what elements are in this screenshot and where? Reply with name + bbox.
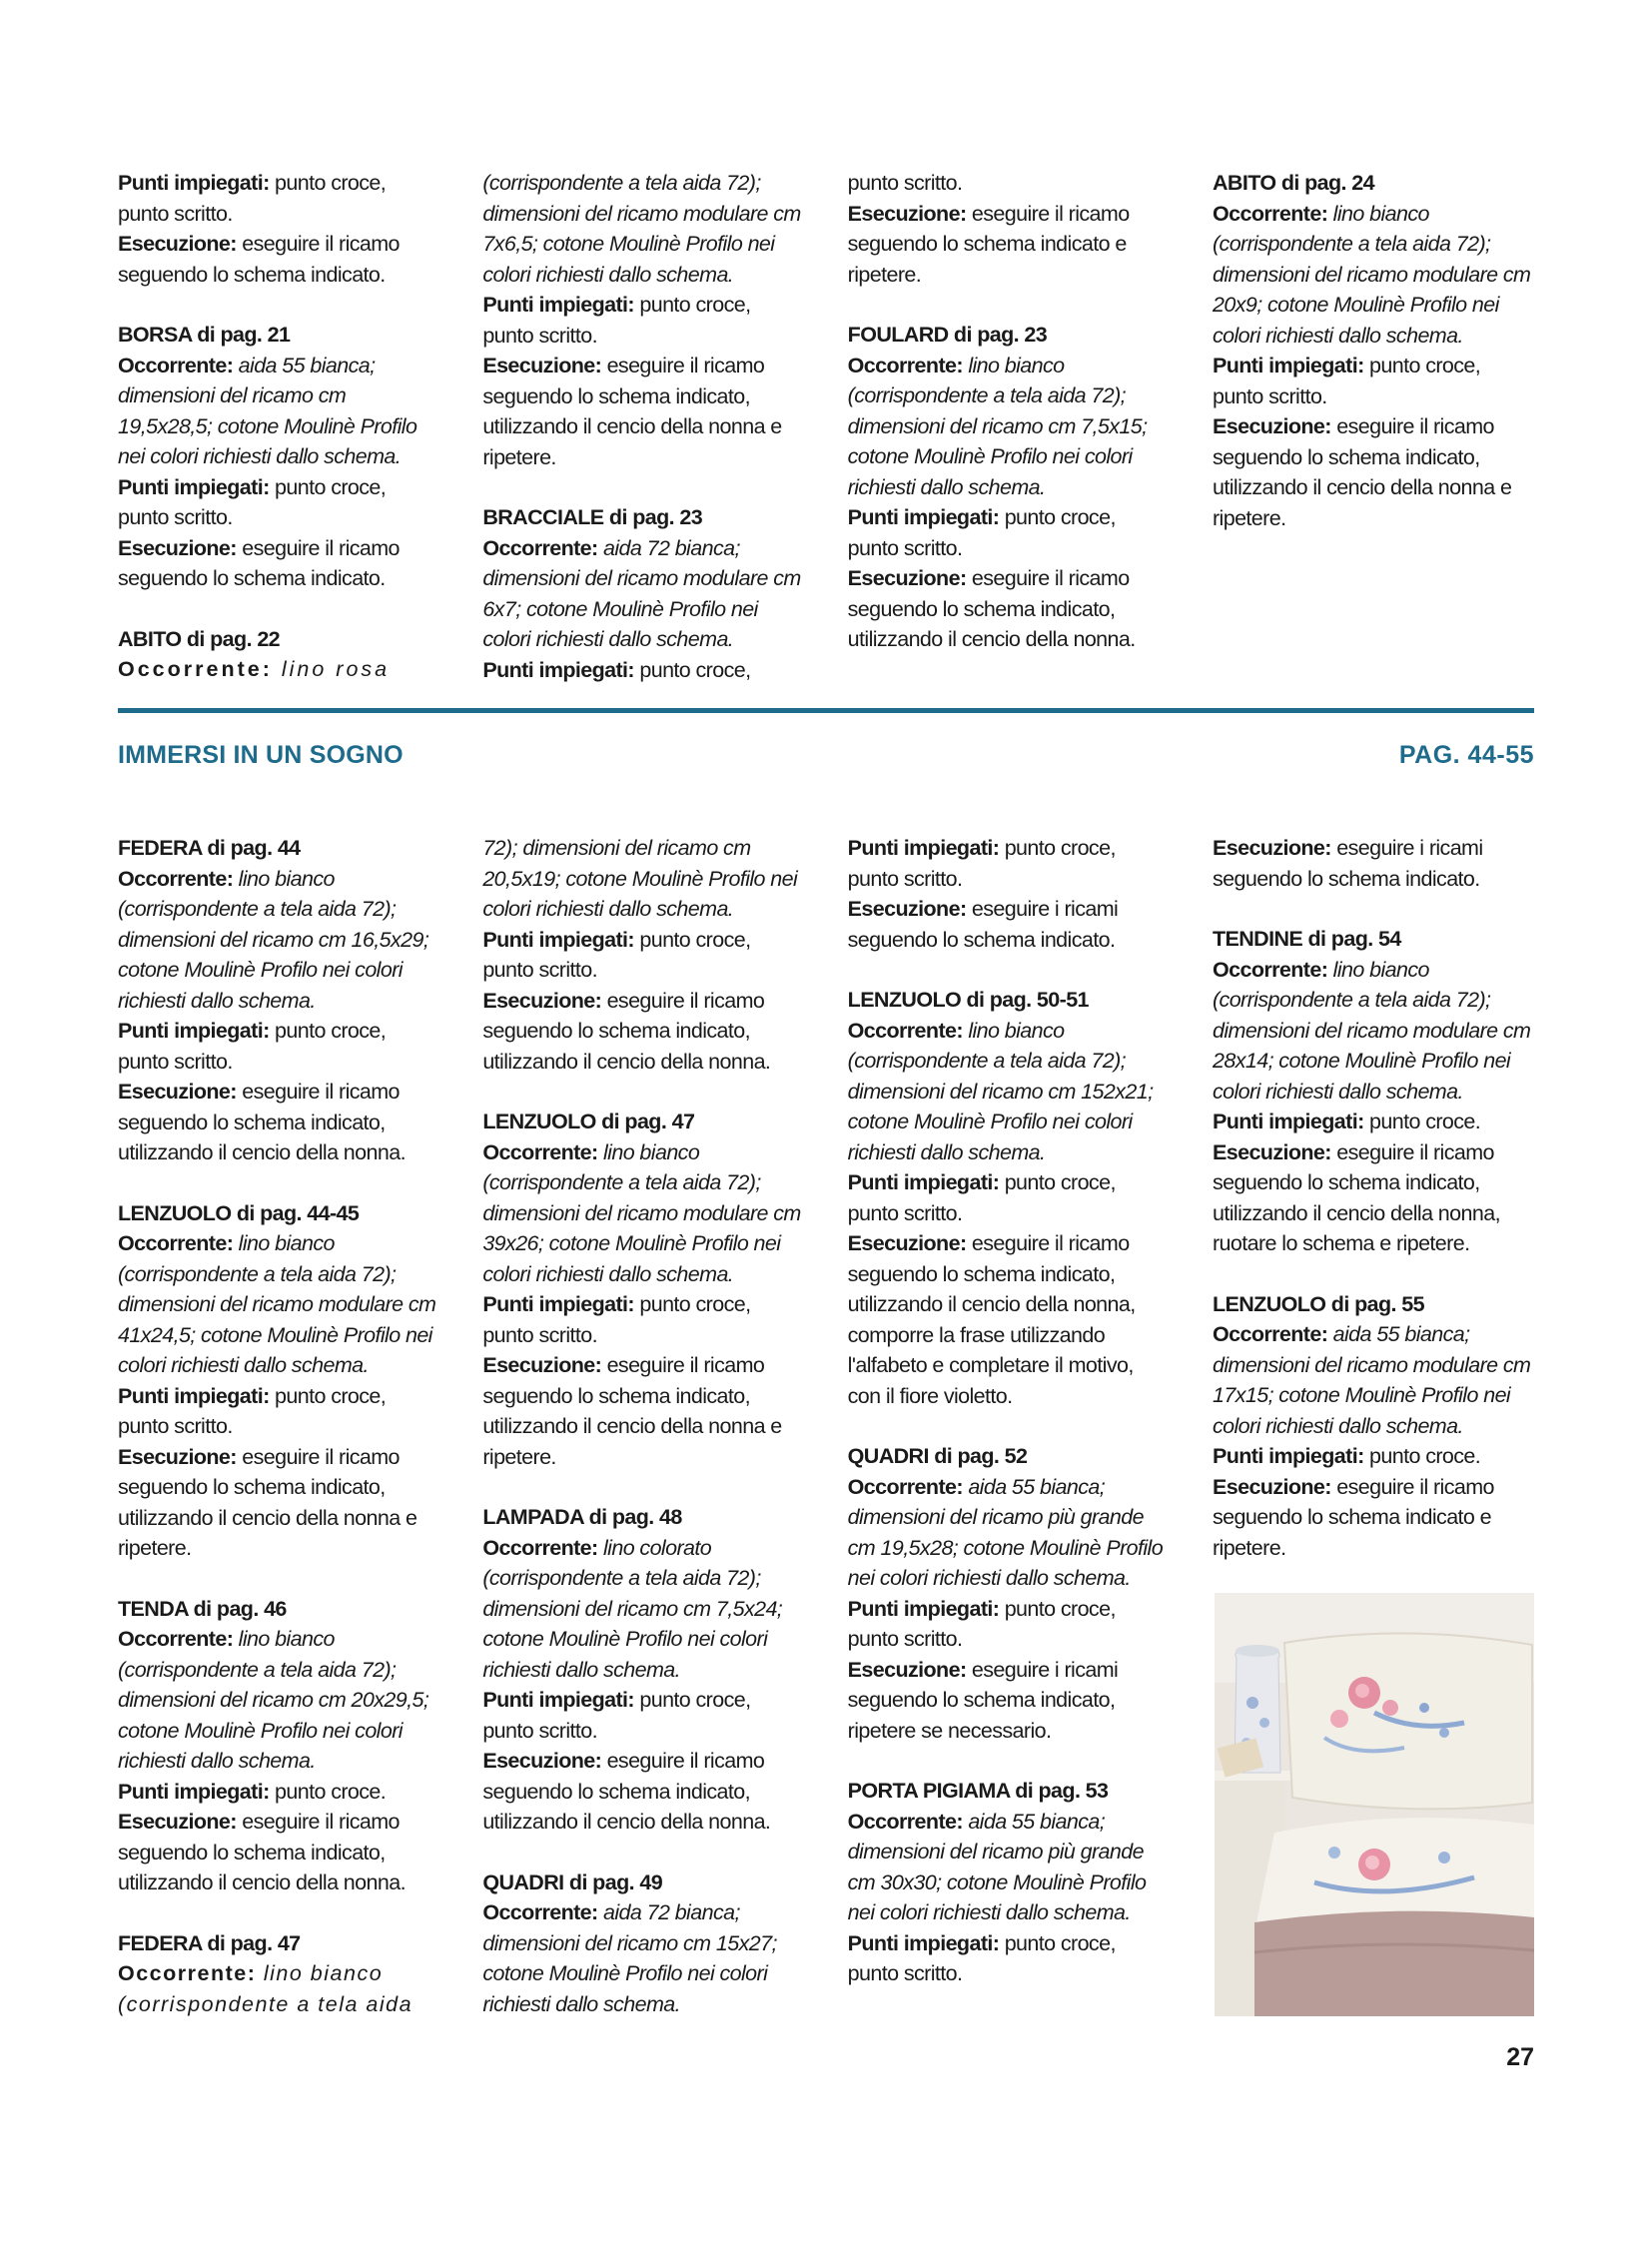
quadri49-occorrente: Occorrente: aida 72 bianca; dimensioni del ricamo cm 15x27; cotone Moulinè Profilo nei colori richiesti dallo schema.	[482, 1900, 777, 2016]
federa44-esecuzione: Esecuzione: eseguire il ricamo seguendo lo schema indicato, utilizzando il cencio della nonna.	[118, 1080, 406, 1164]
b2-esecuzione: Esecuzione: eseguire il ricamo seguendo lo schema indicato, utilizzando il cencio della nonna.	[482, 988, 771, 1074]
porta53-occorrente: Occorrente: aida 55 bianca; dimensioni del ricamo più grande cm 30x30; cotone Moulinè Profilo nei colori richiesti dallo schema.	[847, 1809, 1147, 1924]
abito22-occorrente: Occorrente: lino rosa	[118, 657, 391, 681]
bottom-column-1	[118, 833, 439, 2019]
federa44-title: FEDERA di pag. 44	[118, 836, 301, 860]
lenz55-title: LENZUOLO di pag. 55	[1212, 1291, 1424, 1316]
col2-occorrente-cont: (corrispondente a tela aida 72); dimensioni del ricamo modulare cm 7x6,5; cotone Moulinè Profilo nei colori richiesti dallo schema.	[482, 171, 801, 287]
porta53-punti: Punti impiegati: punto croce, punto scritto.	[847, 1930, 1116, 1985]
foulard-title: FOULARD di pag. 23	[847, 323, 1048, 347]
bottom-column-3	[848, 833, 1170, 2019]
lampada48-occorrente: Occorrente: lino colorato (corrispondente a tela aida 72); dimensioni del ricamo cm 7,5x24; cotone Moulinè Profilo nei colori richiesti dallo schema.	[482, 1535, 783, 1682]
federa44-punti: Punti impiegati: punto croce, punto scritto.	[118, 1019, 387, 1074]
b2-occorrente-cont: 72); dimensioni del ricamo cm 20,5x19; cotone Moulinè Profilo nei colori richiesti dallo schema.	[482, 836, 798, 921]
borsa-occorrente: Occorrente: aida 55 bianca; dimensioni del ricamo cm 19,5x28,5; cotone Moulinè Profilo nei colori richiesti dallo schema.	[118, 353, 417, 468]
tendine54-title: TENDINE di pag. 54	[1212, 927, 1401, 951]
lenz47-esecuzione: Esecuzione: eseguire il ricamo seguendo lo schema indicato, utilizzando il cencio della nonna e ripetere.	[482, 1353, 782, 1469]
esecuzione-label: Esecuzione:	[118, 232, 237, 256]
quadri52-esecuzione: Esecuzione: eseguire i ricami seguendo lo schema indicato, ripetere se necessario.	[847, 1657, 1119, 1743]
foulard-esecuzione: Esecuzione: eseguire il ricamo seguendo lo schema indicato, utilizzando il cencio della nonna.	[847, 566, 1136, 651]
tenda46-punti: Punti impiegati: punto croce.	[118, 1779, 387, 1804]
b2-punti: Punti impiegati: punto croce, punto scritto.	[482, 927, 751, 982]
lampada48-punti: Punti impiegati: punto croce, punto scritto.	[482, 1688, 751, 1743]
lampada48-esecuzione: Esecuzione: eseguire il ricamo seguendo lo schema indicato, utilizzando il cencio della nonna.	[482, 1749, 771, 1834]
federa47-title: FEDERA di pag. 47	[118, 1930, 301, 1955]
abito24-occorrente: Occorrente: lino bianco (corrispondente a tela aida 72); dimensioni del ricamo modulare cm 20x9; cotone Moulinè Profilo nei colori richiesti dallo schema.	[1212, 201, 1531, 348]
abito22-title: ABITO di pag. 22	[118, 626, 281, 651]
section-pages: PAG. 44-55	[1398, 741, 1534, 769]
porta53-title: PORTA PIGIAMA di pag. 53	[847, 1779, 1109, 1803]
punti-label: Punti impiegati:	[118, 171, 270, 195]
lenz55-esecuzione: Esecuzione: eseguire il ricamo seguendo lo schema indicato e ripetere.	[1212, 1474, 1494, 1560]
intro-esecuzione: Esecuzione: eseguire il ricamo seguendo lo schema indicato.	[118, 232, 400, 287]
intro-punti: Punti impiegati: punto croce, punto scritto.	[118, 171, 387, 226]
lampada48-title: LAMPADA di pag. 48	[482, 1505, 682, 1529]
tenda46-title: TENDA di pag. 46	[118, 1596, 287, 1621]
abito24-esecuzione: Esecuzione: eseguire il ricamo seguendo lo schema indicato, utilizzando il cencio della nonna e ripetere.	[1212, 414, 1512, 530]
section-divider	[118, 708, 1534, 713]
federa47-occorrente: Occorrente: lino bianco (corrispondente a tela aida	[118, 1961, 413, 2016]
b3-esecuzione: Esecuzione: eseguire i ricami seguendo lo schema indicato.	[847, 897, 1119, 952]
lenz4445-title: LENZUOLO di pag. 44-45	[118, 1200, 360, 1225]
b4-esecuzione: Esecuzione: eseguire i ricami seguendo lo schema indicato.	[1212, 836, 1483, 891]
lenz4445-occorrente: Occorrente: lino bianco (corrispondente a tela aida 72); dimensioni del ricamo modulare cm 41x24,5; cotone Moulinè Profilo nei colori richiesti dallo schema.	[118, 1231, 436, 1377]
lenz5051-occorrente: Occorrente: lino bianco (corrispondente a tela aida 72); dimensioni del ricamo cm 152x21; cotone Moulinè Profilo nei colori richiesti dallo schema.	[847, 1018, 1154, 1164]
lenz5051-esecuzione: Esecuzione: eseguire il ricamo seguendo lo schema indicato, utilizzando il cencio della nonna, comporre la frase utilizzando l'alfabeto e completare il motivo, con il fiore violetto.	[847, 1231, 1136, 1408]
quadri52-title: QUADRI di pag. 52	[847, 1444, 1028, 1468]
embroidered-pillow-photo	[1215, 1593, 1534, 2016]
top-columns	[118, 168, 1534, 685]
lenz47-occorrente: Occorrente: lino bianco (corrispondente a tela aida 72); dimensioni del ricamo modulare cm 39x26; cotone Moulinè Profilo nei colori richiesti dallo schema.	[482, 1139, 801, 1286]
lenz4445-punti: Punti impiegati: punto croce, punto scritto.	[118, 1383, 387, 1438]
foulard-occorrente: Occorrente: lino bianco (corrispondente a tela aida 72); dimensioni del ricamo cm 7,5x15; cotone Moulinè Profilo nei colori richiesti dallo schema.	[847, 353, 1148, 499]
top-column-4	[1213, 168, 1534, 685]
top-column-2	[482, 168, 804, 685]
quadri52-punti: Punti impiegati: punto croce, punto scritto.	[847, 1596, 1116, 1651]
col2-esecuzione: Esecuzione: eseguire il ricamo seguendo lo schema indicato, utilizzando il cencio della nonna e ripetere.	[482, 354, 782, 469]
tenda46-occorrente: Occorrente: lino bianco (corrispondente a tela aida 72); dimensioni del ricamo cm 20x29,5; cotone Moulinè Profilo nei colori richiesti dallo schema.	[118, 1627, 429, 1773]
lenz5051-punti: Punti impiegati: punto croce, punto scritto.	[847, 1170, 1116, 1225]
tendine54-esecuzione: Esecuzione: eseguire il ricamo seguendo lo schema indicato, utilizzando il cencio della nonna, ruotare lo schema e ripetere.	[1212, 1139, 1500, 1255]
top-column-1	[118, 168, 439, 685]
b3-punti: Punti impiegati: punto croce, punto scritto.	[847, 836, 1116, 891]
abito24-title: ABITO di pag. 24	[1212, 171, 1375, 195]
borsa-punti: Punti impiegati: punto croce, punto scritto.	[118, 474, 387, 529]
lenz4445-esecuzione: Esecuzione: eseguire il ricamo seguendo lo schema indicato, utilizzando il cencio della nonna e ripetere.	[118, 1444, 417, 1560]
federa44-occorrente: Occorrente: lino bianco (corrispondente a tela aida 72); dimensioni del ricamo cm 16,5x29; cotone Moulinè Profilo nei colori richiesti dallo schema.	[118, 866, 429, 1013]
col3-cont: punto scritto.	[847, 171, 963, 195]
section-title: IMMERSI IN UN SOGNO	[118, 741, 404, 769]
col2-punti: Punti impiegati: punto croce, punto scritto.	[482, 293, 751, 348]
lenz5051-title: LENZUOLO di pag. 50-51	[847, 988, 1089, 1012]
bracciale-punti: Punti impiegati: punto croce,	[482, 657, 751, 682]
quadri52-occorrente: Occorrente: aida 55 bianca; dimensioni del ricamo più grande cm 19,5x28; cotone Moulinè Profilo nei colori richiesti dallo schema.	[847, 1474, 1164, 1590]
borsa-esecuzione: Esecuzione: eseguire il ricamo seguendo lo schema indicato.	[118, 535, 400, 590]
bottom-column-2	[482, 833, 804, 2019]
top-column-3	[848, 168, 1170, 685]
foulard-punti: Punti impiegati: punto croce, punto scritto.	[847, 505, 1116, 560]
col3-esecuzione: Esecuzione: eseguire il ricamo seguendo lo schema indicato e ripetere.	[847, 201, 1130, 287]
borsa-title: BORSA di pag. 21	[118, 323, 291, 347]
lenz55-occorrente: Occorrente: aida 55 bianca; dimensioni del ricamo modulare cm 17x15; cotone Moulinè Profilo nei colori richiesti dallo schema.	[1212, 1322, 1531, 1438]
page-number: 27	[1506, 2043, 1534, 2071]
lenz55-punti: Punti impiegati: punto croce.	[1212, 1444, 1481, 1468]
tendine54-occorrente: Occorrente: lino bianco (corrispondente a tela aida 72); dimensioni del ricamo modulare cm 28x14; cotone Moulinè Profilo nei colori richiesti dallo schema.	[1212, 957, 1531, 1104]
tendine54-punti: Punti impiegati: punto croce.	[1212, 1110, 1481, 1133]
quadri49-title: QUADRI di pag. 49	[482, 1869, 663, 1894]
lenz47-title: LENZUOLO di pag. 47	[482, 1110, 695, 1133]
abito24-punti: Punti impiegati: punto croce, punto scritto.	[1212, 354, 1481, 408]
bracciale-occorrente: Occorrente: aida 72 bianca; dimensioni del ricamo modulare cm 6x7; cotone Moulinè Profilo nei colori richiesti dallo schema.	[482, 535, 801, 651]
lenz47-punti: Punti impiegati: punto croce, punto scritto.	[482, 1292, 751, 1347]
bracciale-title: BRACCIALE di pag. 23	[482, 505, 703, 529]
tenda46-esecuzione: Esecuzione: eseguire il ricamo seguendo lo schema indicato, utilizzando il cencio della nonna.	[118, 1810, 406, 1894]
